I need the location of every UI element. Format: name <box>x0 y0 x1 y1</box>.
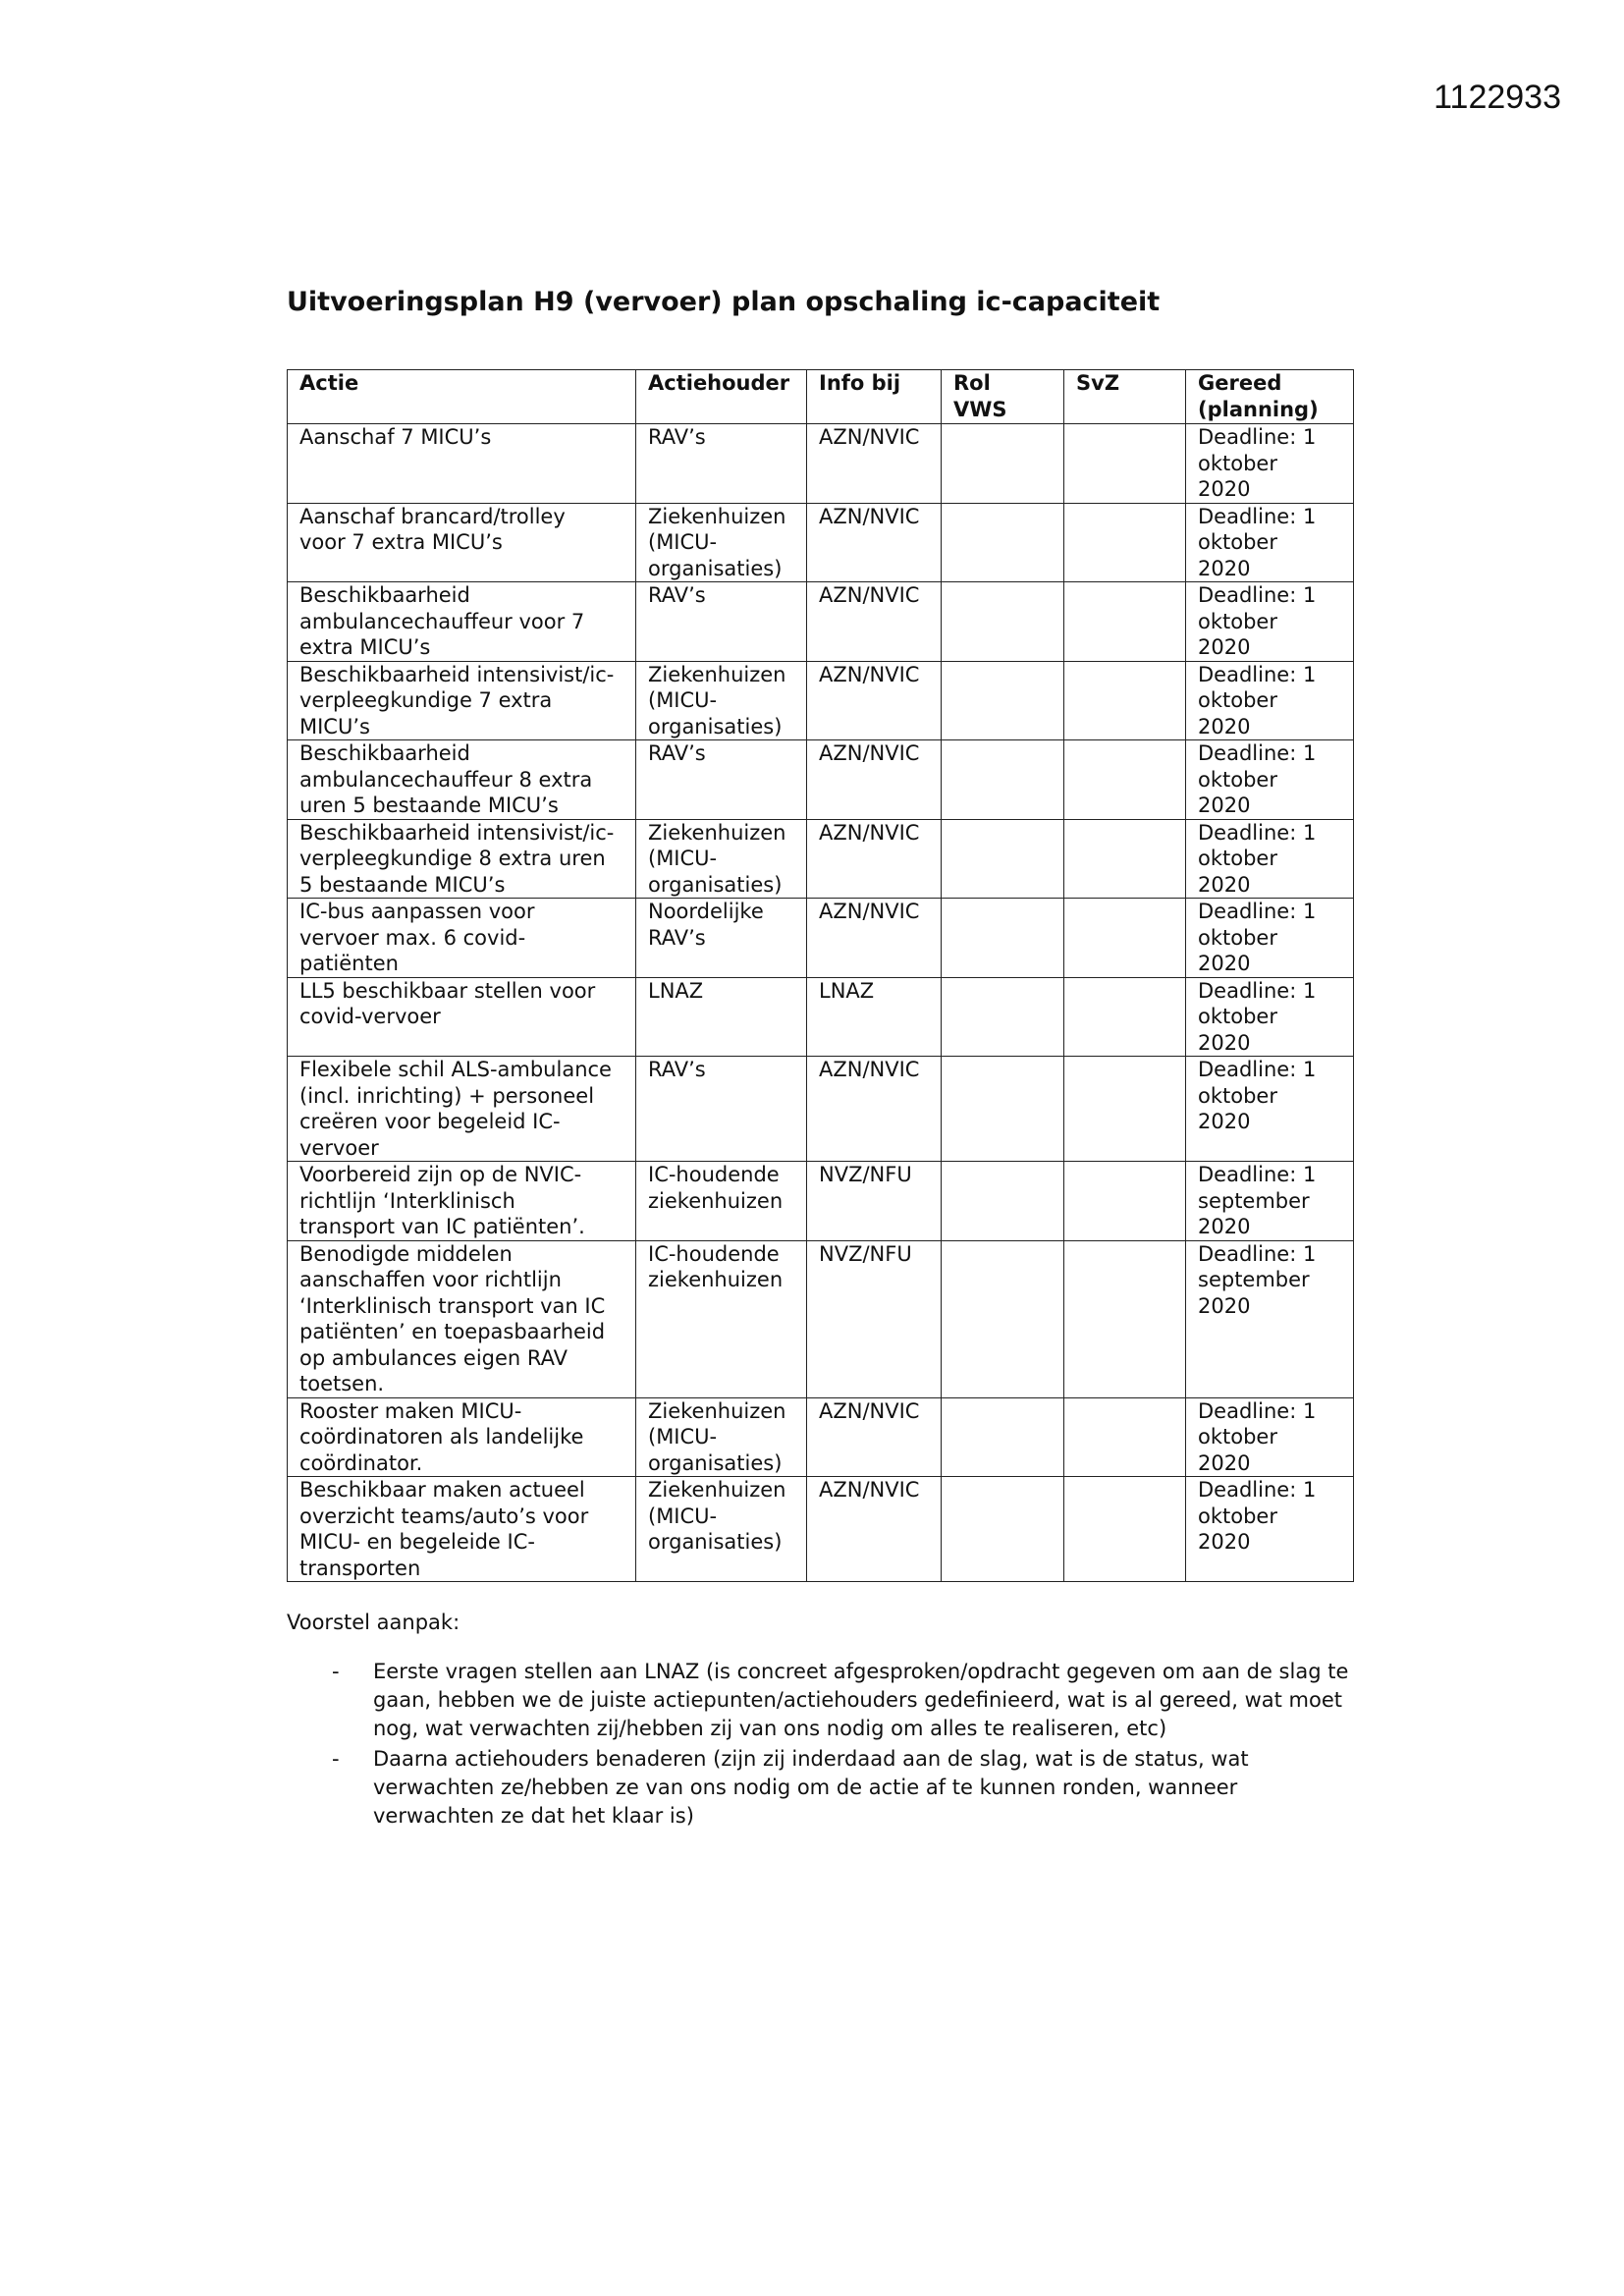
table-cell: AZN/NVIC <box>807 661 942 740</box>
table-cell: Rooster maken MICU- coördinatoren als landelijke coördinator. <box>288 1397 636 1477</box>
table-cell: NVZ/NFU <box>807 1162 942 1241</box>
table-cell: Beschikbaarheid intensivist/ic- verpleegkundige 7 extra MICU’s <box>288 661 636 740</box>
table-cell: AZN/NVIC <box>807 1397 942 1477</box>
table-row <box>288 819 1354 899</box>
table-cell: AZN/NVIC <box>807 1057 942 1162</box>
table-cell: AZN/NVIC <box>807 503 942 582</box>
list-item-text: Daarna actiehouders benaderen (zijn zij inderdaad aan de slag, wat is de status, wat verwachten ze/hebben ze van ons nodig om de actie af te kunnen ronden, wanneer verwachten ze dat het klaar is) <box>373 1747 1249 1828</box>
table-cell: Flexibele schil ALS-ambulance (incl. inrichting) + personeel creëren voor begeleid IC- vervoer <box>288 1057 636 1162</box>
table-header-row <box>288 370 1354 424</box>
table-row <box>288 977 1354 1057</box>
table-row <box>288 1397 1354 1477</box>
table-row <box>288 1057 1354 1162</box>
table-cell: Deadline: 1 oktober 2020 <box>1186 1057 1354 1162</box>
table-row <box>288 899 1354 978</box>
table-cell: Deadline: 1 september 2020 <box>1186 1162 1354 1241</box>
table-cell <box>1064 1477 1186 1582</box>
table-cell: RAV’s <box>636 1057 807 1162</box>
table-cell: Aanschaf 7 MICU’s <box>288 424 636 504</box>
column-header: SvZ <box>1064 370 1186 424</box>
table-cell: Deadline: 1 oktober 2020 <box>1186 819 1354 899</box>
table-cell <box>942 1240 1064 1397</box>
table-cell: AZN/NVIC <box>807 582 942 662</box>
table-cell <box>1064 424 1186 504</box>
table-cell <box>1064 503 1186 582</box>
table-cell: LNAZ <box>807 977 942 1057</box>
table-cell: LNAZ <box>636 977 807 1057</box>
table-row <box>288 1477 1354 1582</box>
table-cell <box>1064 1240 1186 1397</box>
table-cell: IC-houdende ziekenhuizen <box>636 1162 807 1241</box>
table-cell <box>942 582 1064 662</box>
table-cell: Deadline: 1 oktober 2020 <box>1186 899 1354 978</box>
table-cell: Ziekenhuizen (MICU- organisaties) <box>636 661 807 740</box>
page-title: Uitvoeringsplan H9 (vervoer) plan opschaling ic-capaciteit <box>287 287 1161 317</box>
table-cell: AZN/NVIC <box>807 740 942 820</box>
list-item-text: Eerste vragen stellen aan LNAZ (is concreet afgesproken/opdracht gegeven om aan de slag te gaan, hebben we de juiste actiepunten/actiehouders gedefinieerd, wat is al gereed, wat moet nog, wat verwachten zij/hebben zij van ons nodig om alles te realiseren, etc) <box>373 1660 1349 1740</box>
table-cell: LL5 beschikbaar stellen voor covid-vervoer <box>288 977 636 1057</box>
table-row <box>288 582 1354 662</box>
table-cell: Ziekenhuizen (MICU- organisaties) <box>636 1397 807 1477</box>
table-cell: Voorbereid zijn op de NVIC- richtlijn ‘Interklinisch transport van IC patiënten’. <box>288 1162 636 1241</box>
table-cell <box>942 1057 1064 1162</box>
column-header: Info bij <box>807 370 942 424</box>
table-cell <box>1064 977 1186 1057</box>
list-item <box>287 1658 1357 1743</box>
table-cell: Deadline: 1 oktober 2020 <box>1186 1397 1354 1477</box>
table-cell: Deadline: 1 oktober 2020 <box>1186 977 1354 1057</box>
table-cell <box>942 1162 1064 1241</box>
table-cell: RAV’s <box>636 740 807 820</box>
table-cell: Aanschaf brancard/trolley voor 7 extra MICU’s <box>288 503 636 582</box>
table-cell <box>1064 582 1186 662</box>
column-header: Gereed (planning) <box>1186 370 1354 424</box>
table-cell <box>1064 899 1186 978</box>
table-cell <box>1064 1397 1186 1477</box>
table-cell <box>1064 819 1186 899</box>
list-item <box>287 1745 1357 1831</box>
table-cell: IC-bus aanpassen voor vervoer max. 6 covid- patiënten <box>288 899 636 978</box>
table-cell: Deadline: 1 september 2020 <box>1186 1240 1354 1397</box>
table-cell: Benodigde middelen aanschaffen voor richtlijn ‘Interklinisch transport van IC patiënten’ en toepasbaarheid op ambulances eigen RAV toetsen. <box>288 1240 636 1397</box>
table-row <box>288 1162 1354 1241</box>
table-cell: Ziekenhuizen (MICU- organisaties) <box>636 819 807 899</box>
table-cell <box>1064 1162 1186 1241</box>
table-cell: RAV’s <box>636 582 807 662</box>
bullet-marker: - <box>332 1660 340 1683</box>
table-cell <box>942 899 1064 978</box>
proposal-list <box>287 1658 1357 1832</box>
table-body <box>288 424 1354 1582</box>
column-header: Actie <box>288 370 636 424</box>
table-cell: AZN/NVIC <box>807 899 942 978</box>
table-cell <box>942 503 1064 582</box>
bullet-marker: - <box>332 1747 340 1771</box>
table-cell: Beschikbaarheid ambulancechauffeur 8 extra uren 5 bestaande MICU’s <box>288 740 636 820</box>
table-cell: AZN/NVIC <box>807 1477 942 1582</box>
table-cell: AZN/NVIC <box>807 819 942 899</box>
table-row <box>288 503 1354 582</box>
table-row <box>288 424 1354 504</box>
table-cell: IC-houdende ziekenhuizen <box>636 1240 807 1397</box>
table-row <box>288 1240 1354 1397</box>
table-cell: Deadline: 1 oktober 2020 <box>1186 424 1354 504</box>
table-cell: Deadline: 1 oktober 2020 <box>1186 503 1354 582</box>
table-cell <box>942 1477 1064 1582</box>
table-cell: RAV’s <box>636 424 807 504</box>
table-row <box>288 740 1354 820</box>
table-cell: NVZ/NFU <box>807 1240 942 1397</box>
proposal-intro: Voorstel aanpak: <box>287 1611 460 1634</box>
table-cell: AZN/NVIC <box>807 424 942 504</box>
table-cell: Deadline: 1 oktober 2020 <box>1186 740 1354 820</box>
column-header: Actiehouder <box>636 370 807 424</box>
table-cell <box>1064 740 1186 820</box>
table-cell: Deadline: 1 oktober 2020 <box>1186 582 1354 662</box>
column-header: Rol VWS <box>942 370 1064 424</box>
action-plan-table <box>287 369 1354 1582</box>
table-cell <box>942 424 1064 504</box>
document-number: 1122933 <box>1434 79 1561 116</box>
table-cell: Ziekenhuizen (MICU- organisaties) <box>636 1477 807 1582</box>
table-cell <box>942 1397 1064 1477</box>
table-cell: Beschikbaarheid ambulancechauffeur voor 7 extra MICU’s <box>288 582 636 662</box>
table-cell <box>942 977 1064 1057</box>
table-cell: Deadline: 1 oktober 2020 <box>1186 661 1354 740</box>
table-cell: Noordelijke RAV’s <box>636 899 807 978</box>
table-cell <box>1064 661 1186 740</box>
table-cell <box>942 819 1064 899</box>
table-cell: Beschikbaar maken actueel overzicht teams/auto’s voor MICU- en begeleide IC- transporten <box>288 1477 636 1582</box>
table-cell: Deadline: 1 oktober 2020 <box>1186 1477 1354 1582</box>
table-cell: Ziekenhuizen (MICU- organisaties) <box>636 503 807 582</box>
table-row <box>288 661 1354 740</box>
table-cell <box>942 661 1064 740</box>
table-cell <box>1064 1057 1186 1162</box>
table-cell <box>942 740 1064 820</box>
table-cell: Beschikbaarheid intensivist/ic- verpleegkundige 8 extra uren 5 bestaande MICU’s <box>288 819 636 899</box>
